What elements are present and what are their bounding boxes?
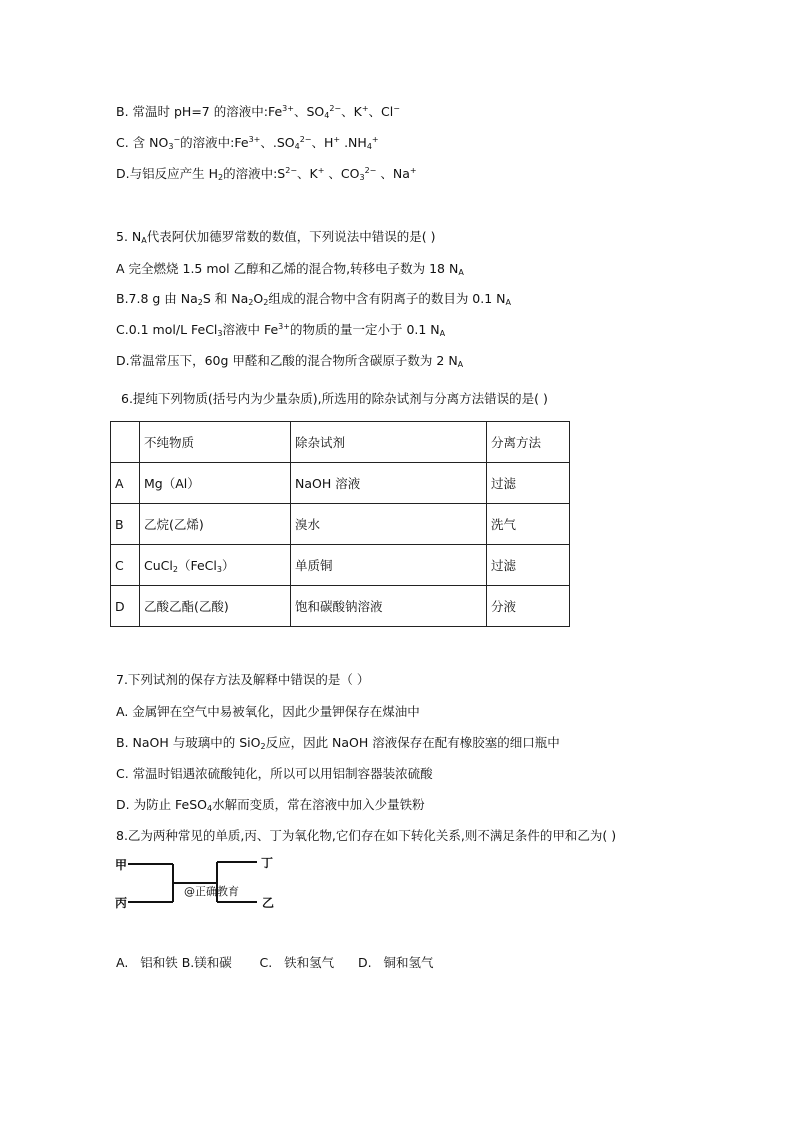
q8-conversion-diagram xyxy=(112,855,292,915)
label-jia: 甲 xyxy=(115,858,128,872)
impure-substance: CuCl$_2$（FeCl$_3$） xyxy=(140,545,291,586)
row-label: B xyxy=(111,504,140,545)
row-label: A xyxy=(111,463,140,504)
table-header-cell: 分离方法 xyxy=(487,422,570,463)
q4-option-b: B. 常温时 pH=7 的溶液中$:Fe^{3+}$、$SO_4^{2-}$、K+、Cl− xyxy=(116,104,400,120)
q7-option-c: C. 常温时铝遇浓硫酸钝化，所以可以用铝制容器装浓硫酸 xyxy=(116,766,433,781)
label-ding: 丁 xyxy=(261,856,274,870)
separation-method: 过滤 xyxy=(487,463,570,504)
separation-method: 分液 xyxy=(487,586,570,627)
reagent: 溴水 xyxy=(291,504,487,545)
table-header-row xyxy=(111,422,570,463)
impure-substance: 乙酸乙酯(乙酸) xyxy=(140,586,291,627)
row-label: D xyxy=(111,586,140,627)
table-row xyxy=(111,504,570,545)
q5-option-b: B.7.8 g 由 $Na_2S$ 和 $Na_2O_2$组成的混合物中含有阴离子的数目为 0.1 $N_A$ xyxy=(116,291,511,307)
table-header-cell xyxy=(111,422,140,463)
q8-stem: 8.乙为两种常见的单质,丙、丁为氧化物,它们存在如下转化关系,则不满足条件的甲和乙为( ) xyxy=(116,828,617,843)
impure-substance: 乙烷(乙烯) xyxy=(140,504,291,545)
watermark: @正确教育 xyxy=(184,885,239,898)
table-header-cell: 除杂试剂 xyxy=(291,422,487,463)
reagent: 单质铜 xyxy=(291,545,487,586)
label-bing: 丙 xyxy=(115,896,128,910)
q5-option-a: A 完全燃烧 1.5 mol 乙醇和乙烯的混合物,转移电子数为 18 $N_A$ xyxy=(116,261,464,277)
table-row xyxy=(111,463,570,504)
table-row xyxy=(111,545,570,586)
reagent: NaOH 溶液 xyxy=(291,463,487,504)
q4-option-c: C. 含 $NO_3^-$的溶液中$:Fe^{3+}$、$.SO_4^{2-}$、H+ $.NH_4^+$ xyxy=(116,135,379,151)
reagent: 饱和碳酸钠溶液 xyxy=(291,586,487,627)
q5-stem: 5. $N_A$代表阿伏加德罗常数的数值，下列说法中错误的是( ) xyxy=(116,229,436,245)
table-header-cell: 不纯物质 xyxy=(140,422,291,463)
q6-table xyxy=(110,421,570,627)
label-yi: 乙 xyxy=(262,896,275,910)
q8-options: A. 铝和铁 B.镁和碳 C. 铁和氢气 D. 铜和氢气 xyxy=(116,955,434,970)
separation-method: 过滤 xyxy=(487,545,570,586)
q7-option-b: B. NaOH 与玻璃中的 SiO$_2$反应，因此 NaOH 溶液保存在配有橡胶塞的细口瓶中 xyxy=(116,735,560,751)
q5-option-c: C.0.1 mol/L FeCl$_3$溶液中 $Fe^{3+}$的物质的量一定小于 0.1 $N_A$ xyxy=(116,322,446,338)
q7-option-a: A. 金属钾在空气中易被氧化，因此少量钾保存在煤油中 xyxy=(116,704,420,719)
table-row xyxy=(111,586,570,627)
q4-option-d: D.与铝反应产生 $H_2$的溶液中$:S^{2-}$、K+ 、$CO_3^{2-}$ 、Na+ xyxy=(116,166,417,182)
q6-stem: 6.提纯下列物质(括号内为少量杂质),所选用的除杂试剂与分离方法错误的是( ) xyxy=(121,391,548,406)
q7-option-d: D. 为防止 FeSO$_4$水解而变质，常在溶液中加入少量铁粉 xyxy=(116,797,425,813)
q7-stem: 7.下列试剂的保存方法及解释中错误的是（ ） xyxy=(116,672,370,687)
separation-method: 洗气 xyxy=(487,504,570,545)
q5-option-d: D.常温常压下，60g 甲醛和乙酸的混合物所含碳原子数为 2 $N_A$ xyxy=(116,353,464,369)
row-label: C xyxy=(111,545,140,586)
impure-substance: Mg（Al） xyxy=(140,463,291,504)
